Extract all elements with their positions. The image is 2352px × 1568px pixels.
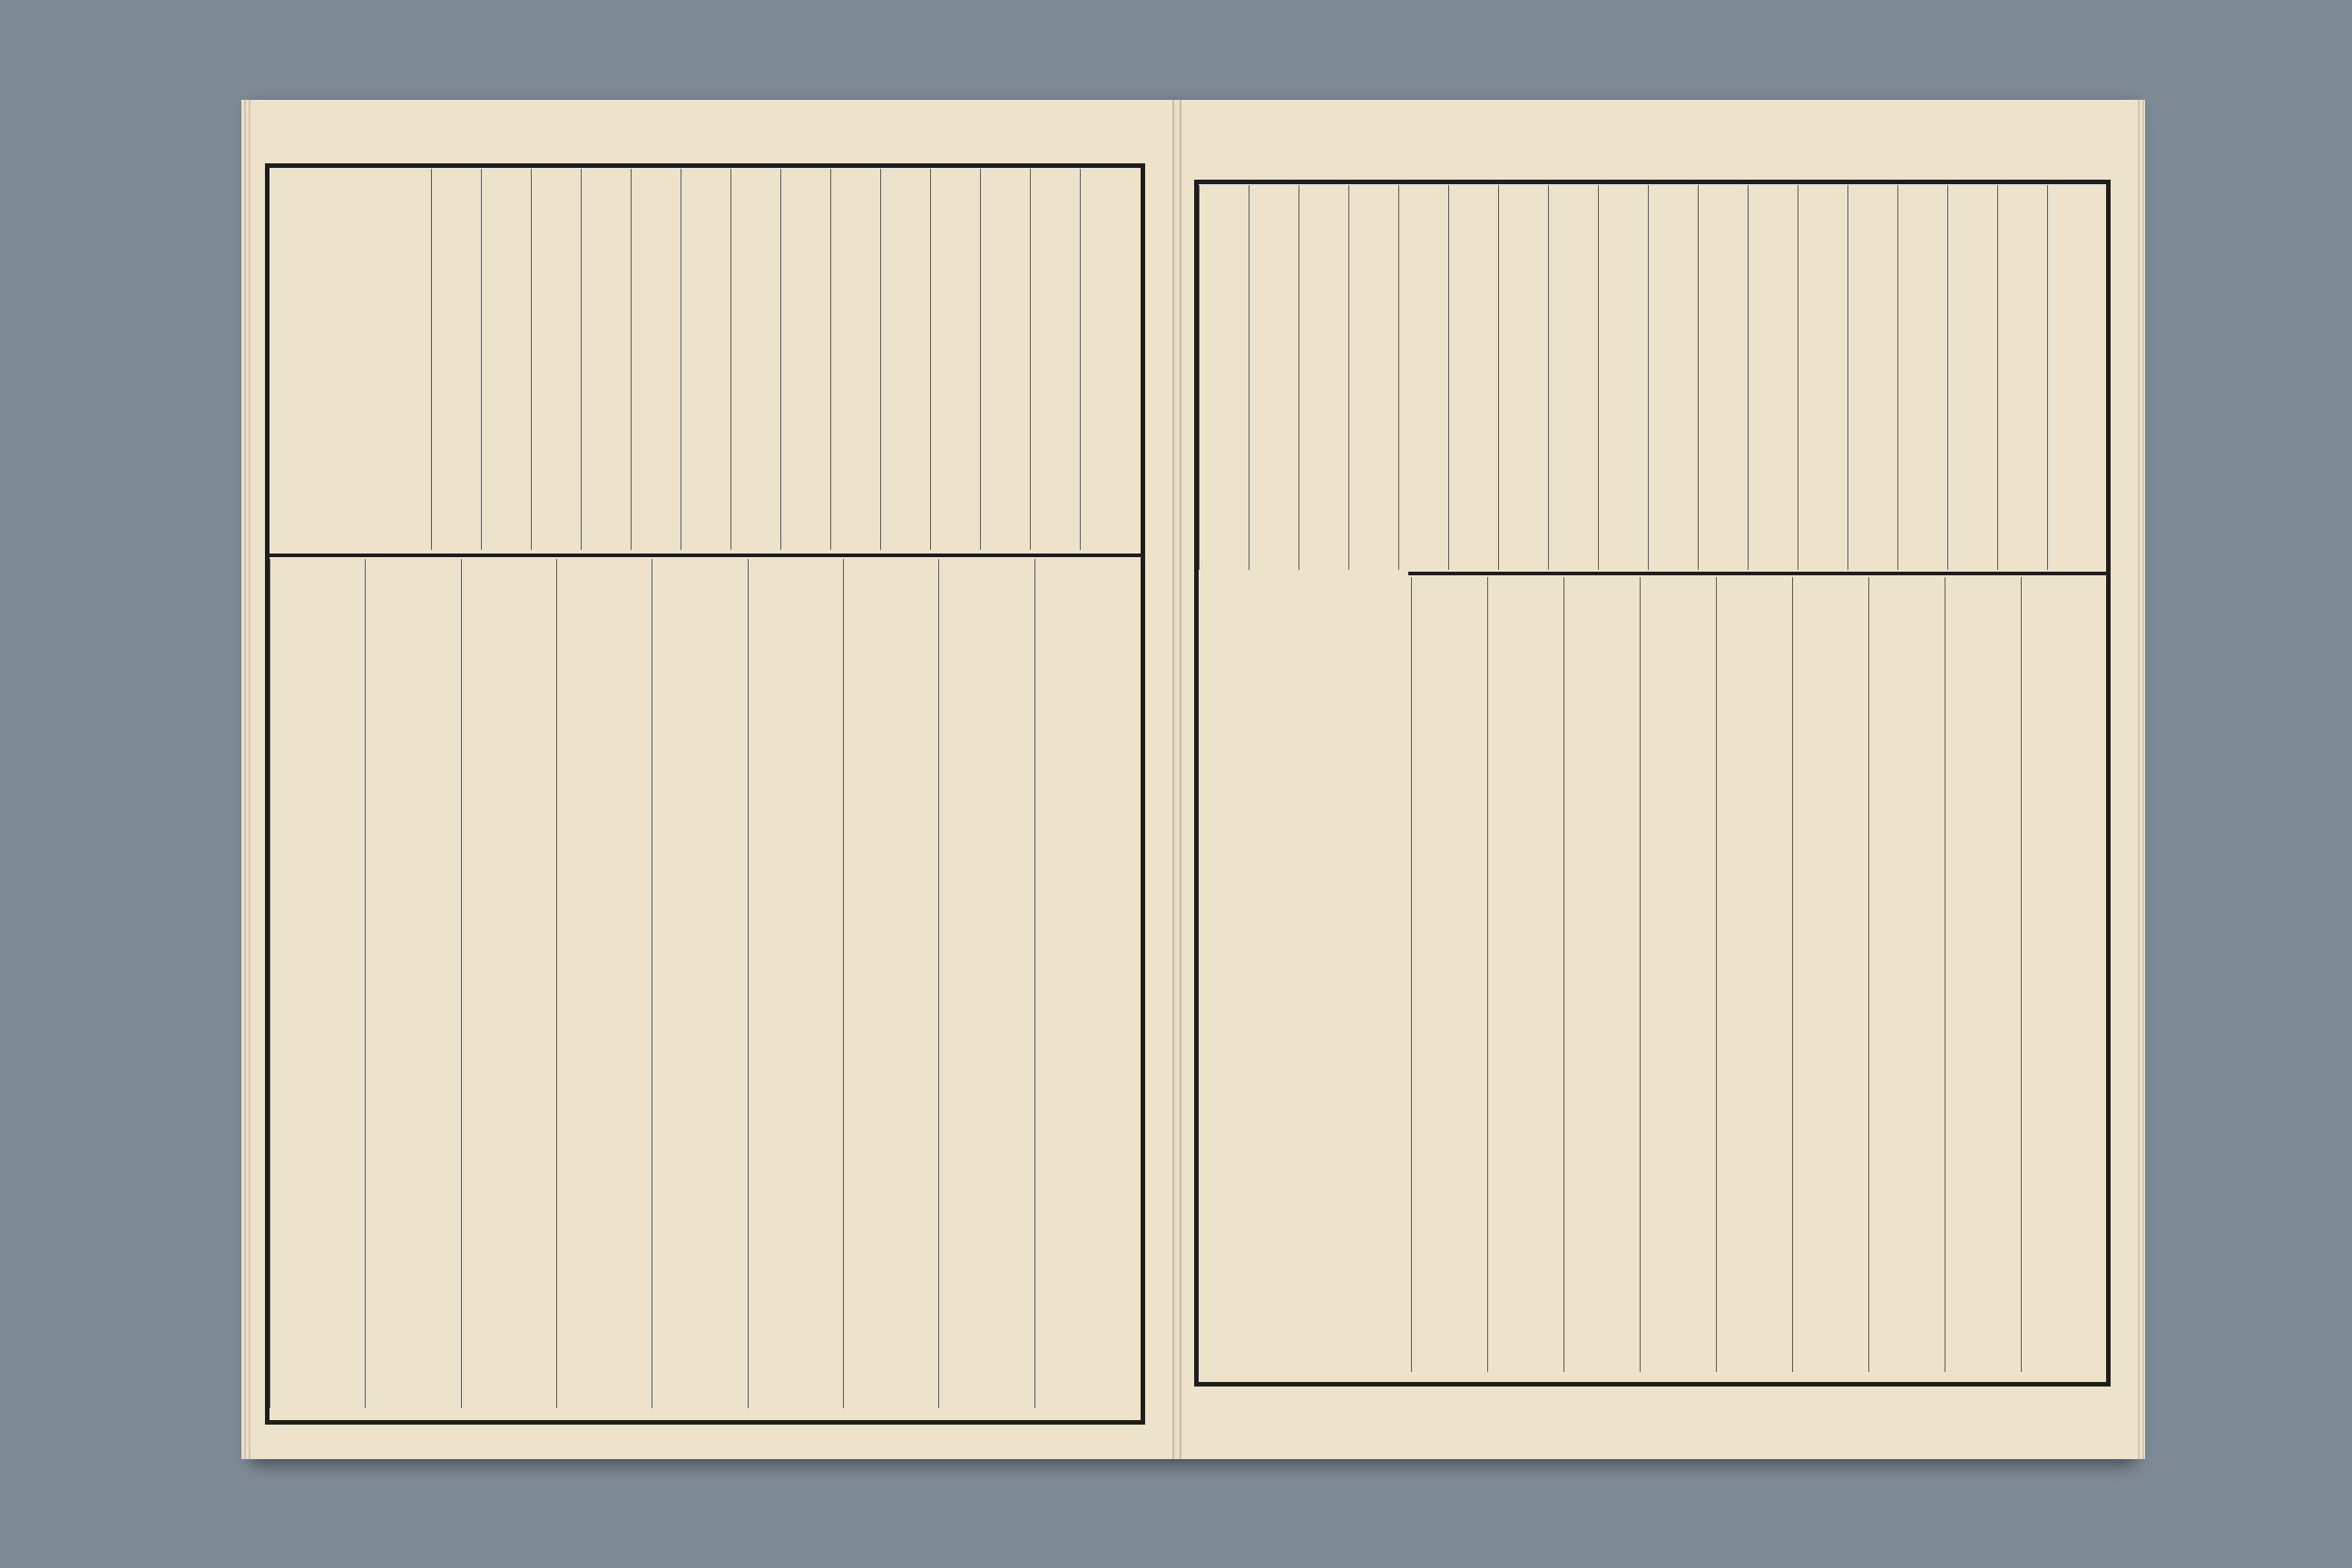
column-text — [1802, 192, 1845, 563]
text-column — [461, 559, 557, 1408]
column-text — [2002, 192, 2044, 563]
column-text — [735, 176, 778, 543]
text-column — [631, 169, 681, 550]
column-text — [1797, 584, 1866, 1365]
text-column — [1640, 577, 1717, 1372]
column-text — [535, 176, 578, 543]
open-book — [250, 100, 2136, 1459]
text-column — [1847, 185, 1898, 570]
column-text — [1039, 566, 1127, 1401]
column-text — [2052, 192, 2094, 563]
text-column — [1897, 185, 1948, 570]
column-text — [274, 566, 362, 1401]
text-column — [1080, 169, 1131, 550]
left-lower-text-block — [270, 559, 1131, 1408]
right-page-divider — [1408, 572, 2107, 575]
text-column — [1868, 577, 1945, 1372]
text-column — [581, 169, 632, 550]
column-text — [848, 566, 936, 1401]
left-page — [250, 100, 1174, 1459]
text-column — [843, 559, 939, 1408]
column-text — [1720, 584, 1789, 1365]
text-column — [531, 169, 582, 550]
text-column — [880, 169, 931, 550]
column-text — [656, 566, 744, 1401]
column-text — [1303, 192, 1346, 563]
text-column — [748, 559, 844, 1408]
text-column — [938, 559, 1034, 1408]
column-text — [943, 566, 1031, 1401]
text-column — [1997, 185, 2048, 570]
column-text — [1652, 192, 1695, 563]
text-column — [1945, 577, 2022, 1372]
text-column — [431, 169, 482, 550]
text-column — [1563, 577, 1641, 1372]
column-text — [1702, 192, 1745, 563]
left-page-divider — [265, 554, 1145, 557]
text-column — [730, 169, 781, 550]
text-column — [1487, 577, 1564, 1372]
column-text — [1873, 584, 1942, 1365]
right-lower-text-block — [1412, 577, 2098, 1372]
column-text — [485, 176, 528, 543]
right-page — [1180, 100, 2138, 1459]
column-text — [785, 176, 828, 543]
column-text — [1503, 192, 1545, 563]
text-column — [930, 169, 981, 550]
text-column — [1448, 185, 1499, 570]
column-text — [635, 176, 678, 543]
text-column — [556, 559, 652, 1408]
text-column — [1249, 185, 1299, 570]
text-column — [681, 169, 731, 550]
column-text — [1084, 176, 1127, 543]
column-text — [1253, 192, 1296, 563]
text-column — [1748, 185, 1798, 570]
text-column — [780, 169, 831, 550]
text-column — [1199, 185, 1250, 570]
column-text — [1203, 192, 1246, 563]
column-text — [561, 566, 649, 1401]
column-text — [1644, 584, 1713, 1365]
text-column — [1798, 185, 1848, 570]
column-text — [2025, 584, 2094, 1365]
text-column — [270, 559, 366, 1408]
column-text — [1034, 176, 1077, 543]
text-column — [1947, 185, 1998, 570]
column-text — [1353, 192, 1396, 563]
text-column — [980, 169, 1031, 550]
column-text — [1553, 192, 1595, 563]
column-text — [1602, 192, 1645, 563]
column-text — [885, 176, 927, 543]
text-column — [1598, 185, 1649, 570]
text-column — [1498, 185, 1549, 570]
column-text — [1416, 584, 1485, 1365]
text-column — [1698, 185, 1749, 570]
right-upper-text-block — [1200, 185, 2098, 570]
text-column — [1411, 577, 1488, 1372]
text-column — [1792, 577, 1869, 1372]
text-column — [1034, 559, 1131, 1408]
column-text — [585, 176, 628, 543]
column-text — [1453, 192, 1495, 563]
column-text — [369, 566, 457, 1401]
text-column — [1548, 185, 1599, 570]
column-text — [835, 176, 877, 543]
text-column — [652, 559, 748, 1408]
text-column — [1298, 185, 1349, 570]
column-text — [1952, 192, 1994, 563]
column-text — [466, 566, 554, 1401]
text-column — [830, 169, 881, 550]
column-text — [752, 566, 840, 1401]
text-column — [365, 559, 461, 1408]
column-text — [1902, 192, 1945, 563]
column-text — [1492, 584, 1561, 1365]
column-text — [935, 176, 977, 543]
column-text — [1403, 192, 1446, 563]
text-column — [1398, 185, 1449, 570]
column-text — [436, 176, 478, 543]
text-column — [1030, 169, 1081, 550]
column-text — [1752, 192, 1795, 563]
column-text — [985, 176, 1027, 543]
text-column — [1648, 185, 1699, 570]
text-column — [1716, 577, 1793, 1372]
text-column — [481, 169, 532, 550]
left-upper-text-block — [432, 169, 1131, 550]
text-column — [2021, 577, 2098, 1372]
column-text — [1949, 584, 2018, 1365]
column-text — [685, 176, 728, 543]
column-text — [1852, 192, 1895, 563]
column-text — [1568, 584, 1637, 1365]
text-column — [2047, 185, 2098, 570]
text-column — [1348, 185, 1399, 570]
